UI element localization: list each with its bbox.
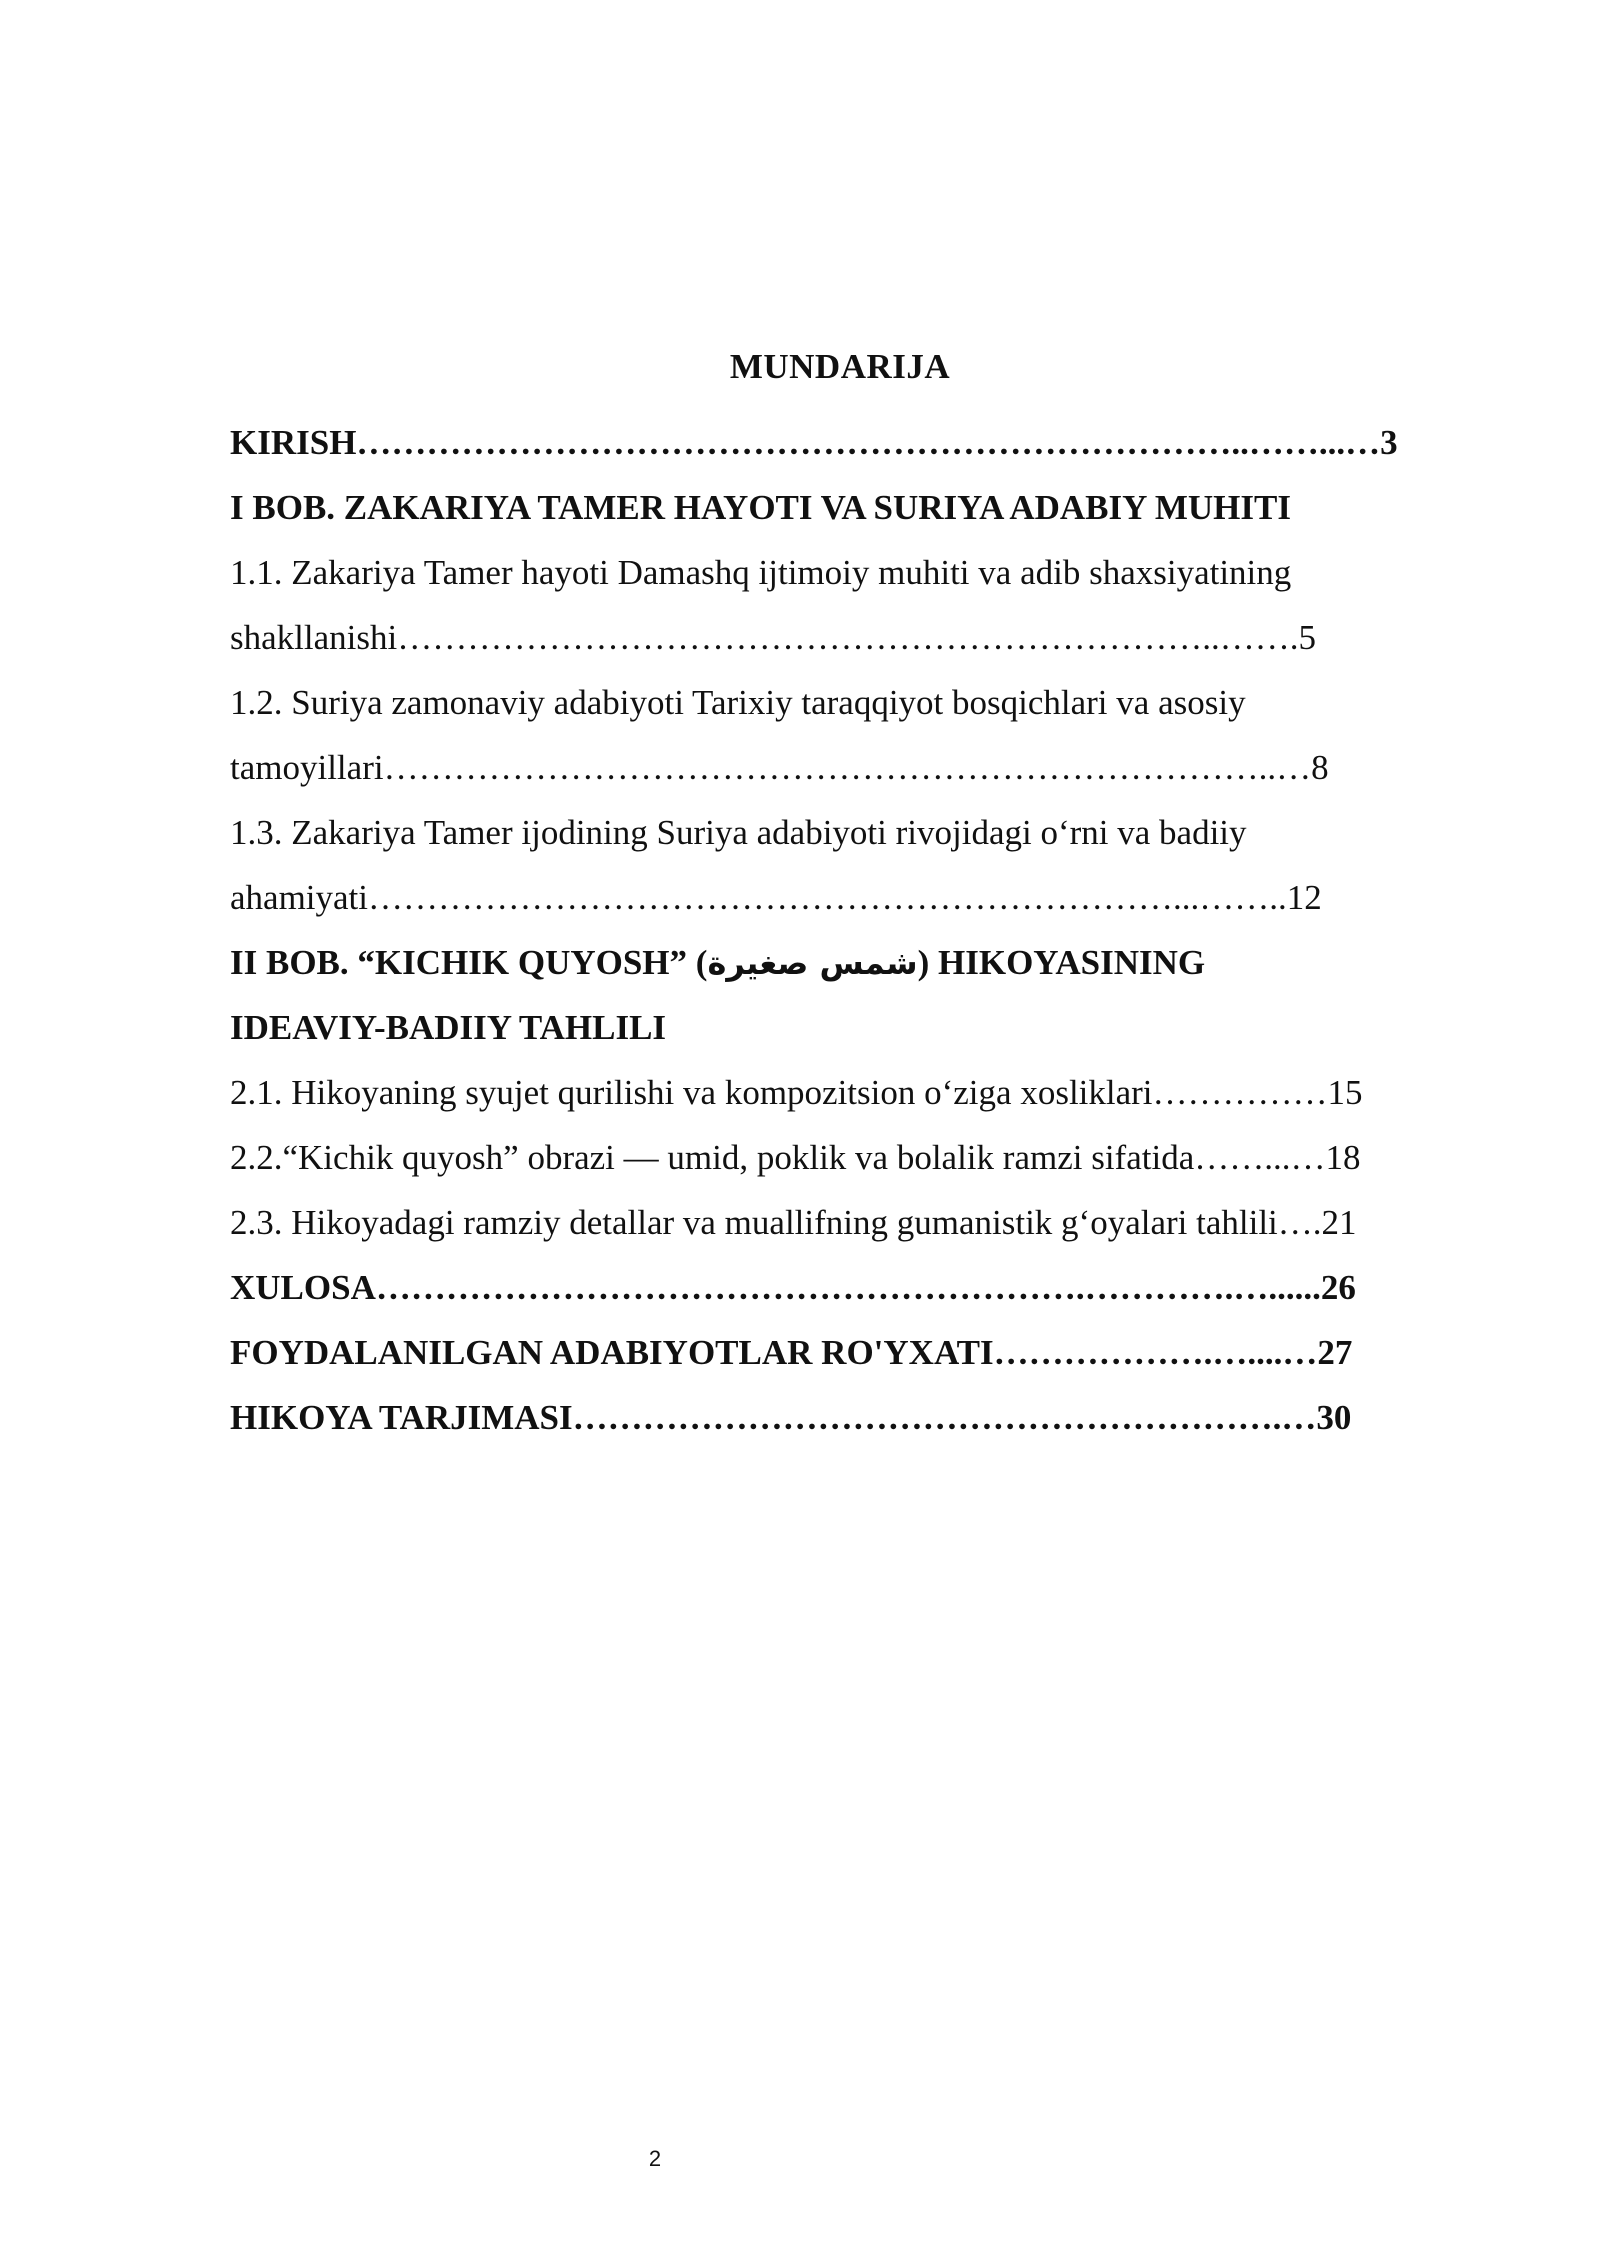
toc-entry-references: FOYDALANILGAN ADABIYOTLAR RO'YXATI……………….…....…27 (230, 1333, 1353, 1372)
toc-entry-1-2-line-2: tamoyillari…………………………………………………………………..…8 (230, 748, 1329, 787)
chapter-2-arabic-title: شمس صغيرة (707, 944, 918, 982)
toc-entry-chapter-1: I BOB. ZAKARIYA TAMER HAYOTI VA SURIYA ADABIY MUHITI (230, 488, 1291, 527)
toc-entry-2-3: 2.3. Hikoyadagi ramziy detallar va muallifning gumanistik g‘oyalari tahlili….21 (230, 1203, 1357, 1242)
table-of-contents (230, 410, 1452, 1450)
toc-entry-translation: HIKOYA TARJIMASI…………………………………………………….…30 (230, 1398, 1352, 1437)
toc-entry-1-3-line-2: ahamiyati……………………………………………………………...……..12 (230, 878, 1322, 917)
toc-entry-xulosa: XULOSA…………………………………………………….………….…......26 (230, 1268, 1356, 1307)
toc-entry-2-2: 2.2.“Kichik quyosh” obrazi — umid, poklik va bolalik ramzi sifatida……...…18 (230, 1138, 1361, 1177)
chapter-2-title-start: II BOB. “KICHIK QUYOSH” ( (230, 943, 708, 982)
toc-entry-2-1: 2.1. Hikoyaning syujet qurilishi va kompozitsion o‘ziga xosliklari……………15 (230, 1073, 1363, 1112)
toc-entry-chapter-2-line-2: IDEAVIY-BADIIY TAHLILI (230, 1008, 667, 1047)
page-number: 2 (648, 2146, 662, 2171)
toc-entry-1-3-line-1: 1.3. Zakariya Tamer ijodining Suriya adabiyoti rivojidagi o‘rni va badiiy (230, 813, 1247, 852)
toc-entry-1-1-line-1: 1.1. Zakariya Tamer hayoti Damashq ijtimoiy muhiti va adib shaxsiyatining (230, 553, 1292, 592)
toc-entry-kirish: KIRISH…………………………………………………………………..……...…3 (230, 423, 1398, 462)
toc-entry-1-1-line-2: shakllanishi……………………………………………………………..…….5 (230, 618, 1316, 657)
toc-entry-chapter-2-line-1 (230, 930, 1452, 995)
chapter-2-title-end: ) HIKOYASINING (917, 943, 1206, 982)
toc-entry-1-2-line-1: 1.2. Suriya zamonaviy adabiyoti Tarixiy taraqqiyot bosqichlari va asosiy (230, 683, 1246, 722)
toc-title: MUNDARIJA (729, 347, 951, 386)
